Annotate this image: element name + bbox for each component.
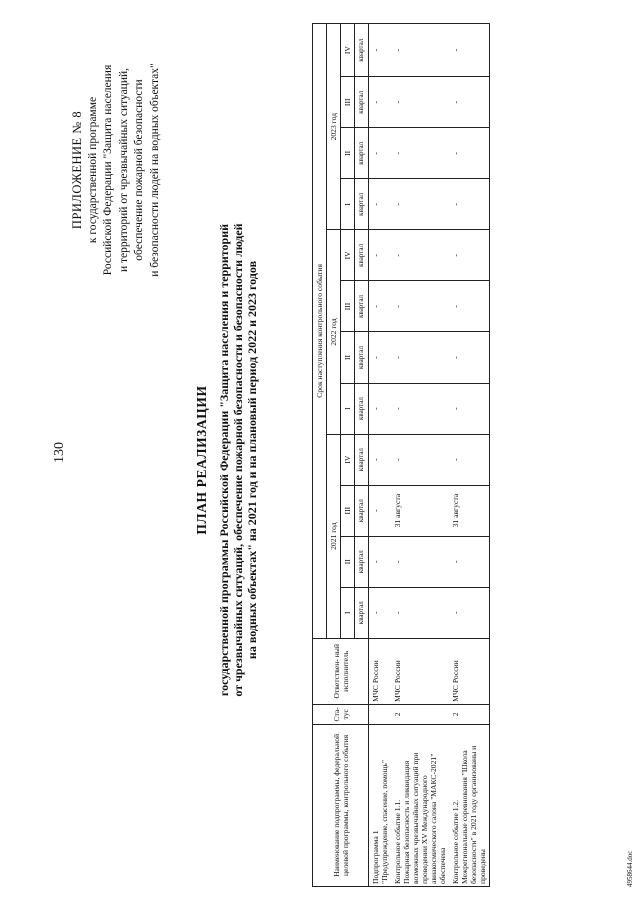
row-deadline-cell: - [391,332,449,383]
row-deadline-cell: - [391,128,449,179]
row-name-text: "Предупреждение, спасение, помощь" [380,760,389,884]
header-quarter: квартал [355,230,369,281]
header-quarter: квартал [355,281,369,332]
header-quarter: квартал [355,179,369,230]
row-name-text: Межрегиональные соревнования "Школа безопасности" в 2021 году организованы и проведены [460,745,487,884]
appendix-line: обеспечение пожарной безопасности [133,79,145,261]
document-reference: 4958644.doc [626,850,634,887]
row-executor: МЧС России [369,638,392,704]
header-name: Наименование подпрограммы, федеральной целевой программы, контрольного события [313,724,369,886]
row-deadline-cell: - [369,179,392,230]
document-title [195,130,259,790]
title-heading: ПЛАН РЕАЛИЗАЦИИ [194,385,209,535]
row-deadline-cell: - [391,536,449,587]
header-q1: I [341,383,355,434]
header-q1: I [341,587,355,638]
header-quarter: квартал [355,77,369,128]
row-deadline-cell: - [369,332,392,383]
header-quarter: квартал [355,128,369,179]
page-number: 130 [52,442,67,463]
header-quarter: квартал [355,24,369,77]
table-row [369,24,392,887]
header-year-2023: 2023 год [327,24,341,230]
row-deadline-cell: - [369,281,392,332]
row-deadline-cell: - [391,230,449,281]
row-status [369,704,392,724]
header-deadline: Срок наступления контрольного события [313,24,327,639]
row-deadline-cell: - [369,128,392,179]
row-deadline-cell: - [449,434,490,485]
row-name [391,724,449,886]
row-deadline-cell: - [449,281,490,332]
row-deadline-cell: - [449,24,490,77]
appendix-heading: ПРИЛОЖЕНИЕ № 8 [70,110,84,230]
header-q4: IV [341,24,355,77]
header-year-2021: 2021 год [327,434,341,638]
row-deadline-cell: - [449,128,490,179]
row-deadline-cell: - [369,485,392,536]
table-row [391,24,449,887]
header-q4: IV [341,230,355,281]
header-q2: II [341,332,355,383]
row-deadline-cell: - [369,587,392,638]
header-quarter: квартал [355,332,369,383]
row-deadline-cell: - [391,24,449,77]
header-quarter: квартал [355,485,369,536]
header-quarter: квартал [355,383,369,434]
header-q4: IV [341,434,355,485]
row-deadline-cell: - [369,383,392,434]
row-executor: МЧС России [391,638,449,704]
row-deadline-cell: - [369,536,392,587]
table-row [449,24,490,887]
header-quarter: квартал [355,434,369,485]
row-deadline-cell: 31 августа [449,485,490,536]
row-deadline-cell: - [391,179,449,230]
row-deadline-cell: - [369,434,392,485]
appendix-line: к государственной программе [86,96,99,244]
appendix-block [70,5,163,335]
row-deadline-cell: 31 августа [391,485,449,536]
row-deadline-cell: - [391,434,449,485]
row-deadline-cell: - [391,77,449,128]
header-q3: III [341,77,355,128]
header-year-2022: 2022 год [327,230,341,434]
row-deadline-cell: - [369,77,392,128]
header-q2: II [341,536,355,587]
header-quarter: квартал [355,587,369,638]
row-name-code: Подпрограмма 1 [371,830,380,884]
header-q1: I [341,179,355,230]
header-q3: III [341,485,355,536]
row-name-code: Контрольное событие 1.1. [393,799,402,884]
title-line: государственной программы Российской Федерации "Защита населения и территорий [217,223,231,697]
title-line: на водных объектах" на 2021 год и на плановый период 2022 и 2023 годов [245,260,259,660]
row-deadline-cell: - [449,230,490,281]
row-deadline-cell: - [449,587,490,638]
row-deadline-cell: - [391,383,449,434]
row-deadline-cell: - [449,536,490,587]
row-deadline-cell: - [449,332,490,383]
row-deadline-cell: - [369,230,392,281]
header-status: Ста- тус [313,704,369,724]
header-q2: II [341,128,355,179]
row-name-text: Пожарная безопасность и ликвидация возможных чрезвычайных ситуаций при проведении XV Международного авиакосмического салона "МАКС-2021" обеспечена [402,752,447,884]
row-deadline-cell: - [391,587,449,638]
row-deadline-cell: - [449,77,490,128]
plan-table [312,23,490,887]
row-status: 2 [391,704,449,724]
row-name [449,724,490,886]
row-deadline-cell: - [369,24,392,77]
row-deadline-cell: - [449,383,490,434]
row-deadline-cell: - [449,179,490,230]
row-name-code: Контрольное событие 1.2. [451,799,460,884]
appendix-line: и территорий от чрезвычайных ситуаций, [117,67,130,273]
row-executor: МЧС России [449,638,490,704]
header-q3: III [341,281,355,332]
title-line: от чрезвычайных ситуаций, обеспечение пожарной безопасности и безопасности людей [231,223,245,697]
row-status: 2 [449,704,490,724]
row-name [369,724,392,886]
header-quarter: квартал [355,536,369,587]
appendix-line: и безопасности людей на водных объектах" [148,63,161,277]
row-deadline-cell: - [391,281,449,332]
header-executor: Ответствен- ный исполнитель [313,638,369,704]
appendix-line: Российской Федерации "Защита населения [102,64,114,276]
